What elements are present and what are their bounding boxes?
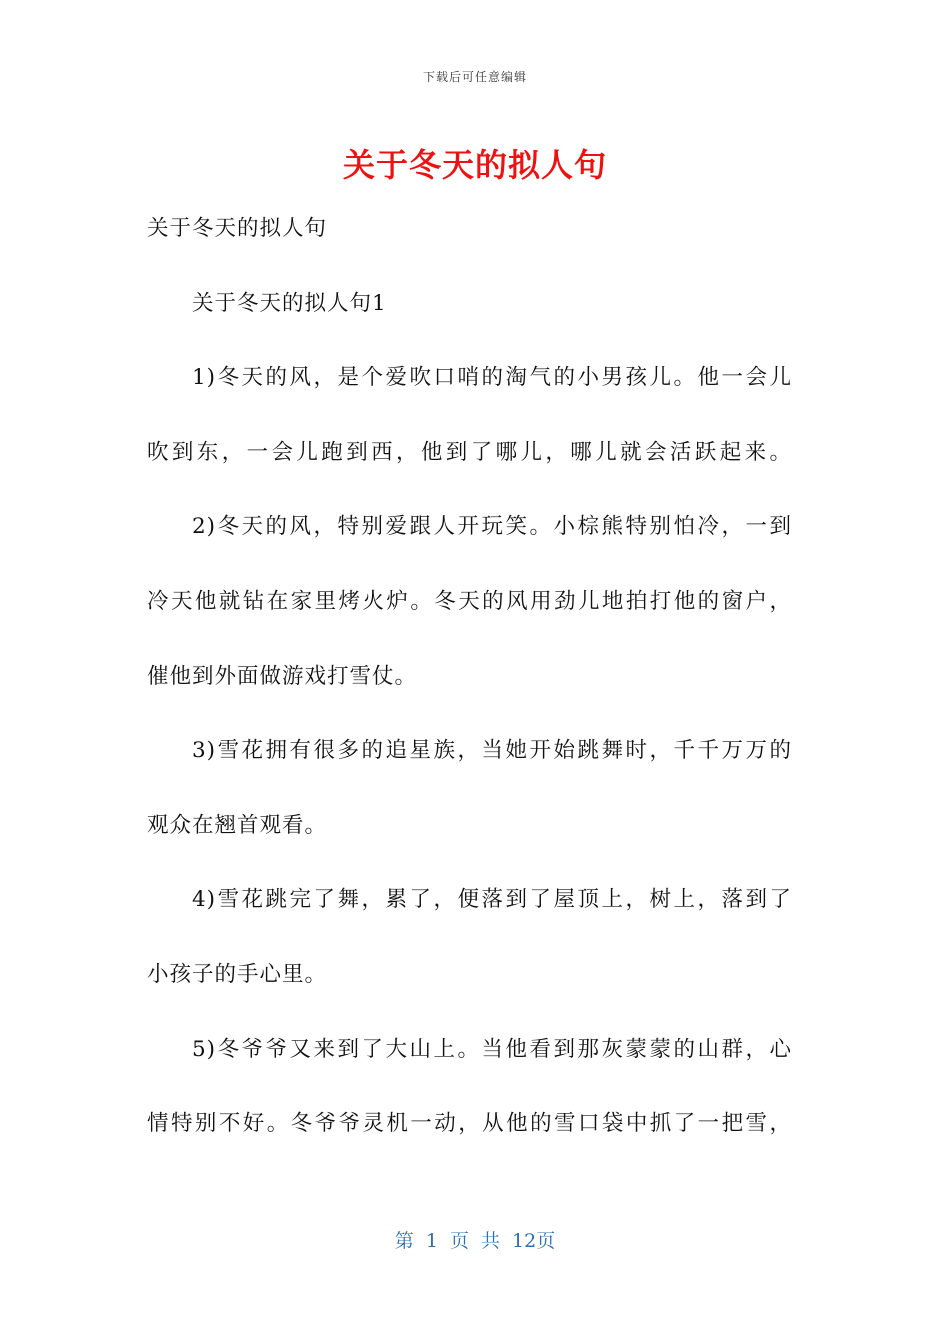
text-line: 1)冬天的风，是个爱吹口哨的淘气的小男孩儿。他一会儿 (192, 365, 792, 391)
text-line: 关于冬天的拟人句1 (192, 290, 387, 316)
header-note: 下载后可任意编辑 (422, 70, 527, 84)
text-line: 吹到东，一会儿跑到西，他到了哪儿，哪儿就会活跃起来。 (147, 439, 792, 465)
text-line: 观众在翘首观看。 (147, 812, 328, 838)
text-line: 4)雪花跳完了舞，累了，便落到了屋顶上，树上，落到了 (192, 887, 792, 913)
text-line: 情特别不好。冬爷爷灵机一动，从他的雪口袋中抓了一把雪， (147, 1111, 792, 1137)
document-body (147, 192, 792, 1162)
text-line: 5)冬爷爷又来到了大山上。当他看到那灰蒙蒙的山群，心 (192, 1036, 792, 1062)
text-line: 2)冬天的风，特别爱跟人开玩笑。小棕熊特别怕冷，一到 (192, 514, 792, 540)
text-line: 3)雪花拥有很多的追星族，当她开始跳舞时，千千万万的 (192, 738, 792, 764)
text-line: 小孩子的手心里。 (147, 961, 328, 987)
page-footer: 第 1 页 共 12页 (394, 1230, 556, 1252)
text-line: 催他到外面做游戏打雪仗。 (147, 663, 418, 689)
text-line: 冷天他就钻在家里烤火炉。冬天的风用劲儿地拍打他的窗户， (147, 588, 792, 614)
text-line: 关于冬天的拟人句 (147, 216, 328, 241)
document-title: 关于冬天的拟人句 (342, 146, 607, 184)
